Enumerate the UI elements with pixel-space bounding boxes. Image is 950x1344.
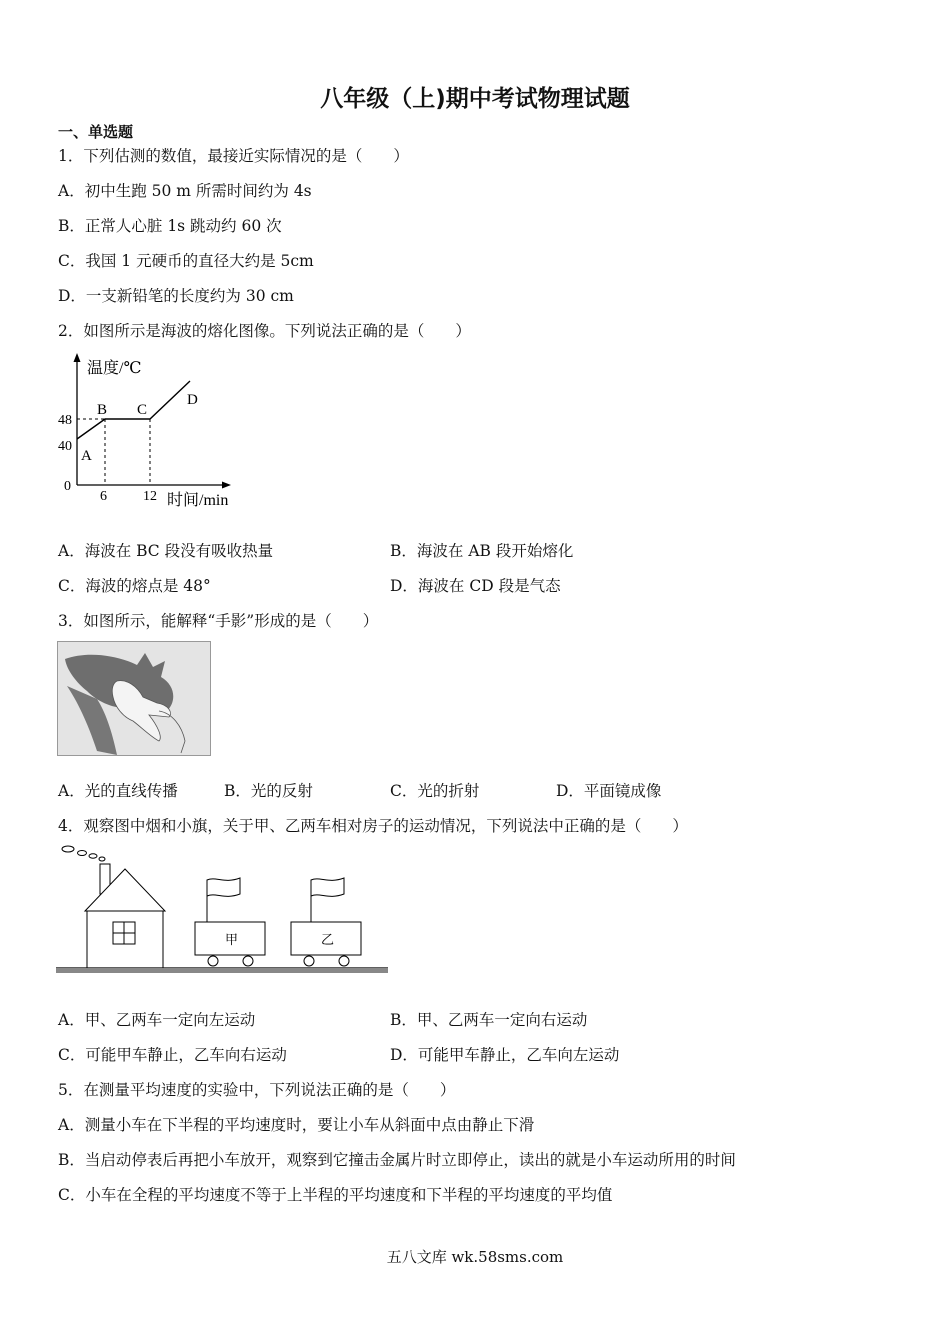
y-tick-0: 0 <box>64 479 71 494</box>
y-tick-48: 48 <box>58 413 72 428</box>
q3-option-b: B．光的反射 <box>224 782 313 800</box>
melting-curve <box>77 381 190 439</box>
point-a-label: A <box>81 448 92 464</box>
smoke-puff <box>89 854 97 858</box>
point-c-label: C <box>137 402 148 418</box>
x-tick-12: 12 <box>143 489 157 504</box>
car-yi-label: 乙 <box>321 932 335 947</box>
point-d-label: D <box>187 392 198 408</box>
question-4-stem: 4．观察图中烟和小旗，关于甲、乙两车相对房子的运动情况，下列说法中正确的是（ ） <box>58 817 688 835</box>
ground-hatch <box>56 968 388 973</box>
q3-option-c: C．光的折射 <box>390 782 480 800</box>
q5-option-c: C．小车在全程的平均速度不等于上半程的平均速度和下半程的平均速度的平均值 <box>58 1186 613 1204</box>
q2-option-d: D．海波在 CD 段是气态 <box>390 577 561 595</box>
x-axis-arrow <box>222 482 231 489</box>
q1-option-a: A．初中生跑 50 m 所需时间约为 4s <box>58 182 312 200</box>
car-jia-label: 甲 <box>225 932 239 947</box>
hand-shadow-image <box>57 641 211 756</box>
flag-yi <box>311 878 344 896</box>
graph-x-label: 时间/min <box>167 492 229 509</box>
house-wall <box>87 911 163 969</box>
question-2-stem: 2．如图所示是海波的熔化图像。下列说法正确的是（ ） <box>58 322 471 340</box>
section-heading: 一、单选题 <box>58 123 134 141</box>
q3-option-d: D．平面镜成像 <box>556 782 662 800</box>
question-1-stem: 1．下列估测的数值，最接近实际情况的是（ ） <box>58 147 409 165</box>
q2-option-b: B．海波在 AB 段开始熔化 <box>390 542 574 560</box>
q5-option-a: A．测量小车在下半程的平均速度时，要让小车从斜面中点由静止下滑 <box>58 1116 535 1134</box>
q3-option-a: A．光的直线传播 <box>58 782 178 800</box>
q2-option-a: A．海波在 BC 段没有吸收热量 <box>58 542 274 560</box>
wheel <box>339 956 349 966</box>
wheel <box>243 956 253 966</box>
q4-option-c: C．可能甲车静止，乙车向右运动 <box>58 1046 287 1064</box>
q1-option-b: B．正常人心脏 1s 跳动约 60 次 <box>58 217 282 235</box>
footer-watermark: 五八文库 wk.58sms.com <box>386 1248 564 1266</box>
flag-jia <box>207 878 240 896</box>
wheel <box>208 956 218 966</box>
page-title: 八年级（上)期中考试物理试题 <box>320 86 630 112</box>
point-b-label: B <box>97 402 108 418</box>
smoke-puff <box>78 851 87 856</box>
smoke-puff <box>99 857 105 861</box>
q1-option-c: C．我国 1 元硬币的直径大约是 5cm <box>58 252 314 270</box>
house-roof <box>85 869 165 911</box>
x-tick-6: 6 <box>100 489 107 504</box>
q4-option-a: A．甲、乙两车一定向左运动 <box>58 1011 256 1029</box>
wheel <box>304 956 314 966</box>
graph-y-label: 温度/℃ <box>87 360 142 377</box>
question-5-stem: 5．在测量平均速度的实验中，下列说法正确的是（ ） <box>58 1081 456 1099</box>
house-cars-image <box>56 840 391 975</box>
smoke-puff <box>62 846 74 852</box>
y-axis-arrow <box>74 353 81 362</box>
q4-option-d: D．可能甲车静止，乙车向左运动 <box>390 1046 620 1064</box>
q1-option-d: D．一支新铅笔的长度约为 30 cm <box>58 287 294 305</box>
q2-option-c: C．海波的熔点是 48° <box>58 577 211 595</box>
question-3-stem: 3．如图所示，能解释“手影”形成的是（ ） <box>58 612 379 630</box>
q4-option-b: B．甲、乙两车一定向右运动 <box>390 1011 588 1029</box>
melting-graph <box>55 350 255 515</box>
q5-option-b: B．当启动停表后再把小车放开，观察到它撞击金属片时立即停止，读出的就是小车运动所用的时间 <box>58 1151 736 1169</box>
y-tick-40: 40 <box>58 439 72 454</box>
